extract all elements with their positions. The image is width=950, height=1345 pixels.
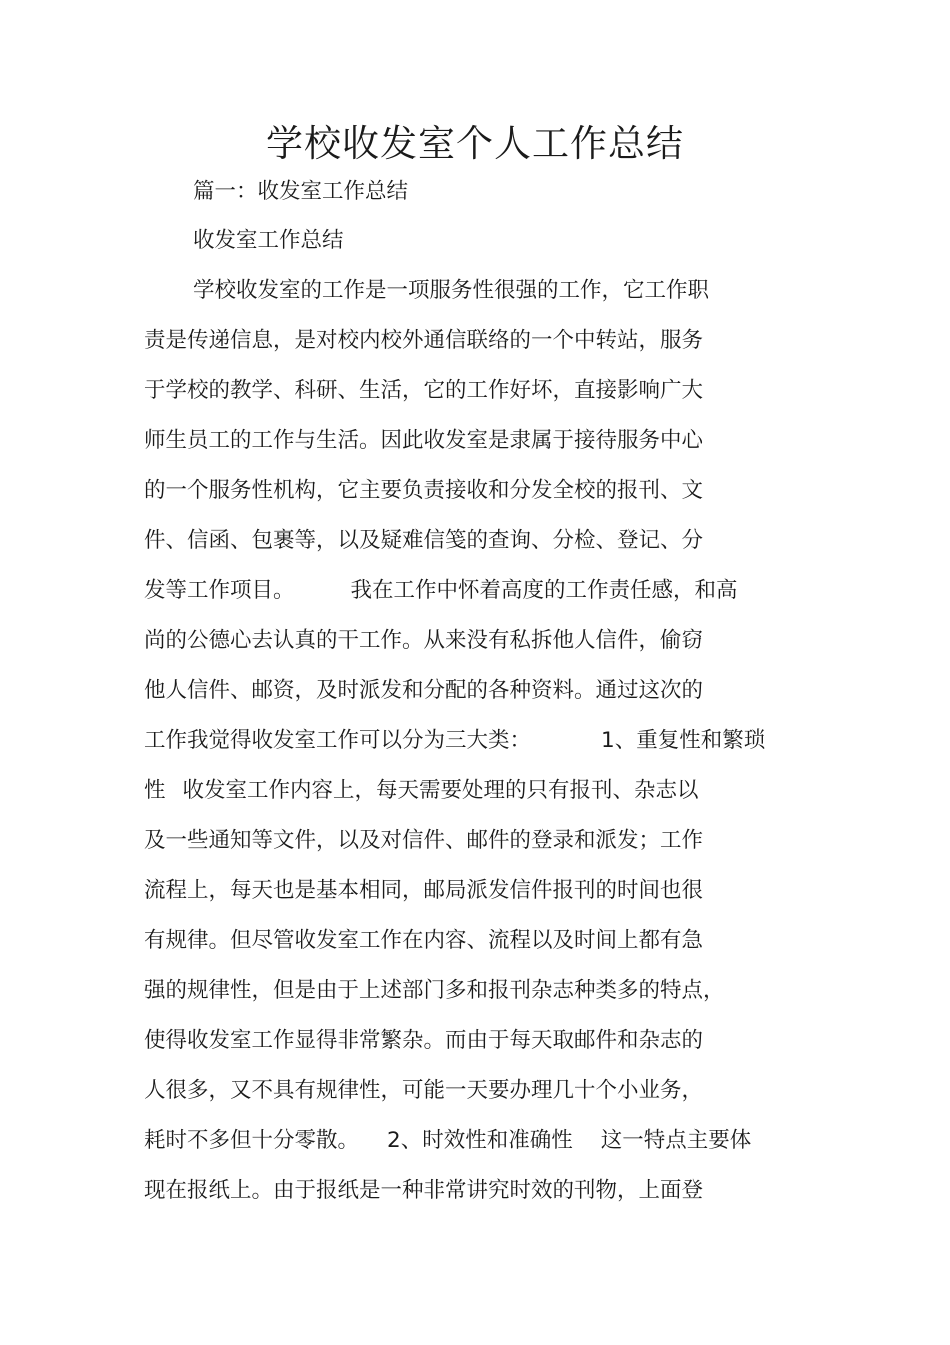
body-line: 及一些通知等文件，以及对信件、邮件的登录和派发；工作: [144, 828, 704, 853]
body-line: 使得收发室工作显得非常繁杂。而由于每天取邮件和杂志的: [144, 1028, 704, 1053]
body-text-segment: 性: [144, 778, 166, 803]
body-line: 有规律。但尽管收发室工作在内容、流程以及时间上都有急: [144, 928, 704, 953]
body-line: [144, 721, 765, 761]
body-text-segment: 这一特点主要体: [600, 1128, 752, 1153]
body-text-segment: 收发室工作内容上，每天需要处理的只有报刊、杂志以: [182, 778, 699, 803]
body-text-segment: 2、时效性和准确性: [387, 1128, 573, 1153]
body-line: 件、信函、包裹等，以及疑难信笺的查询、分检、登记、分: [144, 528, 704, 553]
section-title: 收发室工作总结: [193, 228, 344, 253]
body-line: 学校收发室的工作是一项服务性很强的工作，它工作职: [193, 278, 710, 303]
body-line: 强的规律性，但是由于上述部门多和报刊杂志种类多的特点，: [144, 978, 725, 1003]
body-line: 流程上，每天也是基本相同，邮局派发信件报刊的时间也很: [144, 878, 704, 903]
body-line: 尚的公德心去认真的干工作。从来没有私拆他人信件，偷窃: [144, 628, 704, 653]
body-line: 人很多，又不具有规律性，可能一天要办理几十个小业务，: [144, 1078, 704, 1103]
body-text-segment: 耗时不多但十分零散。: [144, 1128, 360, 1153]
body-text-segment: 发等工作项目。: [144, 578, 295, 603]
body-line: 的一个服务性机构，它主要负责接收和分发全校的报刊、文: [144, 478, 704, 503]
body-line: 师生员工的工作与生活。因此收发室是隶属于接待服务中心: [144, 428, 704, 453]
document-title: 学校收发室个人工作总结: [266, 122, 684, 165]
body-line: [144, 771, 699, 811]
body-text-segment: 我在工作中怀着高度的工作责任感，和高: [350, 578, 738, 603]
body-line: [144, 571, 738, 611]
body-line: 于学校的教学、科研、生活，它的工作好坏，直接影响广大: [144, 378, 704, 403]
subheading: 篇一：收发室工作总结: [193, 179, 409, 204]
body-text-segment: 1、重复性和繁琐: [601, 728, 766, 753]
body-line: [144, 1121, 751, 1161]
body-line: 他人信件、邮资，及时派发和分配的各种资料。通过这次的: [144, 678, 704, 703]
body-line: 现在报纸上。由于报纸是一种非常讲究时效的刊物，上面登: [144, 1178, 704, 1203]
body-line: 责是传递信息，是对校内校外通信联络的一个中转站，服务: [144, 328, 704, 353]
body-text-segment: 工作我觉得收发室工作可以分为三大类：: [144, 728, 532, 753]
